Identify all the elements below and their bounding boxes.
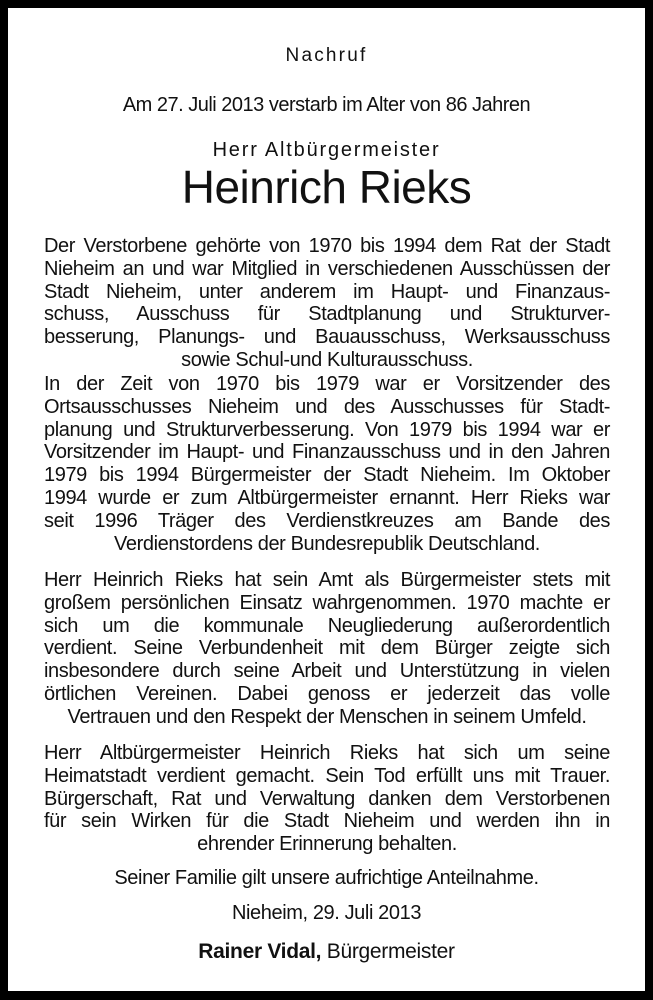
- text-line: Verdienstordens der Bundesrepublik Deutschland.: [114, 532, 540, 555]
- text-line: großem persönlichen Einsatz wahrgenommen. 1970 machte er: [44, 591, 610, 614]
- paragraph-offices: [44, 373, 610, 555]
- text-line: örtlichen Vereinen. Dabei genoss er jederzeit das volle: [44, 682, 610, 705]
- text-line: sich um die kommunale Neugliederung außerordentlich: [44, 614, 610, 637]
- text-line: 1994 wurde er zum Altbürgermeister ernannt. Herr Rieks war: [44, 486, 610, 509]
- text-line: Bürgerschaft, Rat und Verwaltung danken dem Verstorbenen: [44, 787, 610, 810]
- signature: [8, 940, 645, 964]
- text-line: planung und Strukturverbesserung. Von 1979 bis 1994 war er: [44, 418, 610, 441]
- text-line: Vertrauen und den Respekt der Menschen in seinem Umfeld.: [67, 705, 587, 728]
- place-date-line: Nieheim, 29. Juli 2013: [231, 902, 422, 924]
- text-line: Ortsausschusses Nieheim und des Ausschusses für Stadt-: [44, 395, 610, 418]
- paragraph-tribute: [44, 742, 610, 856]
- notice-heading: Nachruf: [285, 45, 368, 66]
- text-line: verdient. Seine Verbundenheit mit dem Bürger zeigte sich: [44, 637, 610, 660]
- text-line: Herr Heinrich Rieks hat sein Amt als Bürgermeister stets mit: [44, 569, 610, 591]
- text-line: insbesondere durch seine Arbeit und Unterstützung in vielen: [44, 660, 610, 683]
- text-line: Stadt Nieheim, unter anderem im Haupt- und Finanzaus-: [44, 280, 610, 303]
- text-line: besserung, Planungs- und Bauausschuss, Werksausschuss: [44, 326, 610, 349]
- deceased-name: Heinrich Rieks: [181, 161, 472, 213]
- text-line: sowie Schul-und Kulturausschuss.: [181, 348, 473, 371]
- text-line: Vorsitzender im Haupt- und Finanzausschuss und in den Jahren: [44, 441, 610, 464]
- text-line: für sein Wirken für die Stadt Nieheim und werden ihn in: [44, 810, 610, 833]
- honorific-title: Herr Altbürgermeister: [212, 139, 441, 161]
- text-line: In der Zeit von 1970 bis 1979 war er Vorsitzender des: [44, 373, 610, 395]
- death-date-line: Am 27. Juli 2013 verstarb im Alter von 86 Jahren: [122, 94, 531, 116]
- text-line: Herr Altbürgermeister Heinrich Rieks hat sich um seine: [44, 742, 610, 764]
- paragraph-merits: [44, 569, 610, 729]
- text-line: seit 1996 Träger des Verdienstkreuzes am Bande des: [44, 509, 610, 532]
- paragraph-career: [44, 235, 610, 372]
- text-line: 1979 bis 1994 Bürgermeister der Stadt Nieheim. Im Oktober: [44, 464, 610, 487]
- signatory-title: Bürgermeister: [321, 940, 455, 963]
- text-line: Heimatstadt verdient gemacht. Sein Tod erfüllt uns mit Trauer.: [44, 764, 610, 787]
- text-line: Der Verstorbene gehörte von 1970 bis 1994 dem Rat der Stadt: [44, 235, 610, 257]
- condolence-line: Seiner Familie gilt unsere aufrichtige Anteilnahme.: [114, 867, 539, 889]
- signatory-name: Rainer Vidal,: [198, 940, 322, 963]
- text-line: Nieheim an und war Mitglied in verschiedenen Ausschüssen der: [44, 257, 610, 280]
- text-line: ehrender Erinnerung behalten.: [197, 833, 457, 856]
- obituary-notice: [8, 8, 645, 991]
- text-line: schuss, Ausschuss für Stadtplanung und Strukturver-: [44, 303, 610, 326]
